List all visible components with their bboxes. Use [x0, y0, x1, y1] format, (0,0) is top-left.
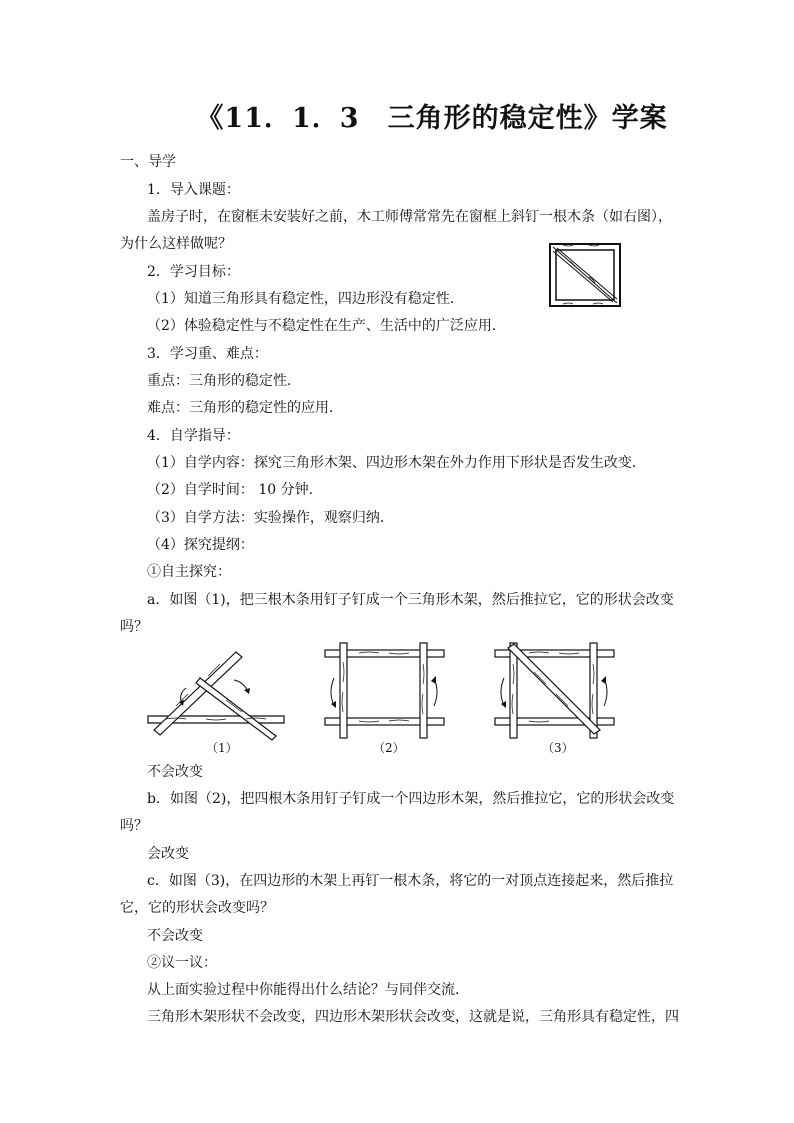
text-line: （4）探究提纲：: [147, 537, 254, 553]
item-heading: 4．自学指导：: [147, 428, 240, 444]
text-line: （2）自学时间： 10 分钟．: [147, 482, 323, 498]
figure-braced-quadrilateral-frame: [494, 642, 616, 738]
text-line: 三角形木架形状不会改变，四边形木架形状会改变，这就是说，三角形具有稳定性，四: [147, 1009, 679, 1025]
text-line: a．如图（1)，把三根木条用钉子钉成一个三角形木架，然后推拉它，它的形状会改变: [147, 592, 674, 608]
text-line: 重点：三角形的稳定性．: [147, 373, 301, 389]
figure-quadrilateral-frame: [324, 642, 446, 738]
section-heading: 一、导学: [120, 154, 176, 170]
text-line: 难点：三角形的稳定性的应用．: [147, 400, 343, 416]
text-line: 从上面实验过程中你能得出什么结论？与同伴交流．: [147, 982, 469, 998]
figure-1-caption: （1）: [206, 741, 238, 755]
figure-3-caption: （3）: [542, 741, 574, 755]
text-line: 吗？: [120, 619, 148, 635]
item-heading: 2．学习目标：: [147, 264, 240, 280]
text-line: 它，它的形状会改变吗？: [120, 900, 274, 916]
answer-text: 会改变: [147, 846, 189, 862]
text-line: b．如图（2)，把四根木条用钉子钉成一个四边形木架，然后推拉它，它的形状会改变: [147, 791, 675, 807]
text-line: c．如图（3)，在四边形的木架上再钉一根木条，将它的一对顶点连接起来，然后推拉: [147, 873, 674, 889]
text-line: ①自主探究：: [147, 564, 231, 580]
item-heading: 1．导入课题：: [147, 182, 240, 198]
text-line: 盖房子时，在窗框未安装好之前，木工师傅常常先在窗框上斜钉一根木条（如右图），: [147, 209, 672, 225]
text-line: （2）体验稳定性与不稳定性在生产、生活中的广泛应用．: [147, 318, 506, 334]
item-heading: 3．学习重、难点：: [147, 346, 268, 362]
answer-text: 不会改变: [147, 764, 203, 780]
text-line: （3）自学方法：实验操作，观察归纳．: [147, 510, 394, 526]
figure-triangle-frame: [146, 650, 288, 740]
text-line: （1）自学内容：探究三角形木架、四边形木架在外力作用下形状是否发生改变．: [147, 455, 646, 471]
figure-2-caption: （2）: [373, 741, 405, 755]
text-line: 吗？: [120, 818, 148, 834]
answer-text: 不会改变: [147, 928, 203, 944]
page-title: 《11．1．3 三角形的稳定性》学案: [196, 103, 668, 134]
text-line: ②议一议：: [147, 955, 217, 971]
text-line: （1）知道三角形具有稳定性，四边形没有稳定性．: [147, 291, 464, 307]
window-frame-illustration: [549, 243, 621, 307]
text-line: 为什么这样做呢？: [120, 236, 232, 252]
